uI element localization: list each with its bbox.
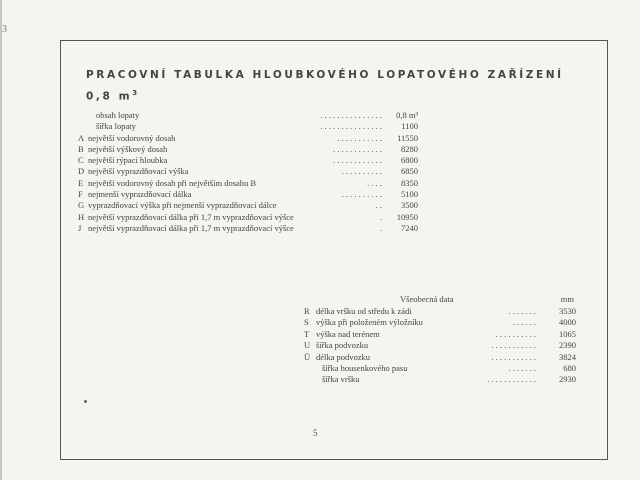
row-label: největší vodorovný dosah (88, 132, 176, 143)
row-label: šířka housenkového pasu (322, 362, 408, 373)
table-row (78, 110, 418, 121)
page-title (86, 66, 564, 106)
row-value: 8350 (401, 177, 418, 188)
row-value: 0,8 m³ (396, 110, 418, 120)
corner-mark: 3 (2, 24, 7, 35)
table-row (78, 133, 418, 144)
row-leader-dots: . . . . . . . . . . . . (333, 155, 382, 166)
general-data-unit: mm (560, 294, 574, 304)
row-value: 2390 (559, 340, 576, 351)
row-label: délka podvozku (316, 351, 371, 362)
row-leader-dots: . . . . . . . . . . . . (487, 374, 536, 385)
page-edge (0, 0, 2, 480)
row-value: 1065 (559, 328, 576, 339)
table-row (78, 144, 418, 155)
row-letter: T (304, 328, 310, 339)
title-line-2 (86, 84, 564, 106)
table-row (300, 329, 576, 340)
row-value: 680 (563, 362, 576, 373)
row-letter: C (78, 155, 84, 166)
row-label: největší vyprazdňovací dálka při 1,7 m vyprazdňovací výšce (88, 222, 294, 233)
row-value: 2930 (559, 374, 576, 385)
row-letter: R (304, 306, 310, 316)
row-label: šířka lopaty (96, 121, 136, 132)
row-value: 7240 (401, 222, 418, 233)
row-value: 6800 (401, 155, 418, 166)
row-leader-dots: . . . . . . . . . . . (337, 132, 382, 143)
row-value: 3530 (559, 306, 576, 316)
general-data-header (300, 294, 576, 306)
table-row (78, 178, 418, 189)
row-value: 4000 (559, 317, 576, 328)
row-leader-dots: . . . . . . . (508, 306, 536, 316)
row-label: šířka vršku (322, 374, 360, 385)
general-data-title: Všeobecná data (400, 294, 454, 304)
row-label: obsah lopaty (96, 110, 140, 120)
row-value: 8280 (401, 143, 418, 154)
table-row (78, 166, 418, 177)
row-leader-dots: . . . . . . . . . . . (491, 340, 536, 351)
table-row (78, 200, 418, 211)
row-letter: A (78, 132, 85, 143)
table-row (78, 121, 418, 132)
row-label: největší vyprazdňovací výška (88, 166, 189, 177)
row-leader-dots: . (379, 211, 382, 222)
row-label: šířka podvozku (316, 340, 369, 351)
row-letter: J (78, 222, 82, 233)
row-leader-dots: . . . . . . . . . . . . . . . (320, 121, 382, 132)
row-value: 11550 (397, 132, 418, 143)
row-value: 5100 (401, 189, 418, 200)
table-row (300, 374, 576, 385)
row-value: 3500 (401, 200, 418, 211)
row-leader-dots: . . . . . . (512, 317, 536, 328)
page-number: 5 (313, 428, 318, 438)
row-label: výška při položeném výložníku (316, 317, 423, 328)
row-leader-dots: . . . . . . . . . . . . (333, 143, 382, 154)
title-superscript: 3 (132, 89, 140, 97)
row-label: výška nad terénem (316, 328, 380, 339)
table-row (300, 352, 576, 363)
row-letter: D (78, 166, 85, 177)
row-leader-dots: . . . . (367, 177, 382, 188)
row-label: největší výškový dosah (88, 143, 168, 154)
table-row (78, 212, 418, 223)
table-row (78, 223, 418, 234)
table-row (300, 340, 576, 351)
row-leader-dots: . . . . . . . . . . (341, 189, 382, 200)
row-value: 3824 (559, 351, 576, 362)
table-row (300, 306, 576, 317)
row-leader-dots: . . . . . . . . . . . . . . . (320, 110, 382, 120)
title-volume: 0,8 m (86, 90, 133, 103)
row-label: nejmenší vyprazdňovací dálka (88, 189, 192, 200)
row-letter: B (78, 143, 84, 154)
row-letter: H (78, 211, 85, 222)
row-leader-dots: . . . . . . . . . . (495, 328, 536, 339)
row-letter: U (304, 340, 311, 351)
row-leader-dots: . . (375, 200, 382, 211)
row-label: největší vyprazdňovací dálka při 1,7 m vyprazdňovací výšce (88, 211, 294, 222)
row-letter: F (78, 189, 83, 200)
table-row (300, 363, 576, 374)
row-leader-dots: . (379, 222, 382, 233)
row-leader-dots: . . . . . . . (508, 362, 536, 373)
row-label: vyprazdňovací výška při nejmenší vyprazdňovací dálce (88, 200, 277, 211)
title-line-1: PRACOVNÍ TABULKA HLOUBKOVÉHO LOPATOVÉHO ZAŘÍZENÍ (86, 69, 564, 81)
table-row (300, 317, 576, 328)
general-data-rows (300, 306, 576, 386)
row-label: délka vršku od středu k zádi (316, 306, 412, 316)
row-value: 10950 (396, 211, 418, 222)
row-letter: E (78, 177, 84, 188)
row-leader-dots: . . . . . . . . . . . (491, 351, 536, 362)
row-label: největší vodorovný dosah při největším dosahu B (88, 177, 257, 188)
table-row (78, 189, 418, 200)
row-leader-dots: . . . . . . . . . . (341, 166, 382, 177)
general-data-table (300, 294, 576, 386)
row-label: největší rýpací hloubka (88, 155, 168, 166)
table-row (78, 155, 418, 166)
row-letter: G (78, 200, 85, 211)
row-value: 1100 (401, 121, 418, 132)
row-letter: Ü (304, 351, 311, 362)
row-letter: S (304, 317, 309, 328)
row-value: 6850 (401, 166, 418, 177)
working-table (78, 110, 418, 234)
bullet-mark (84, 400, 87, 403)
